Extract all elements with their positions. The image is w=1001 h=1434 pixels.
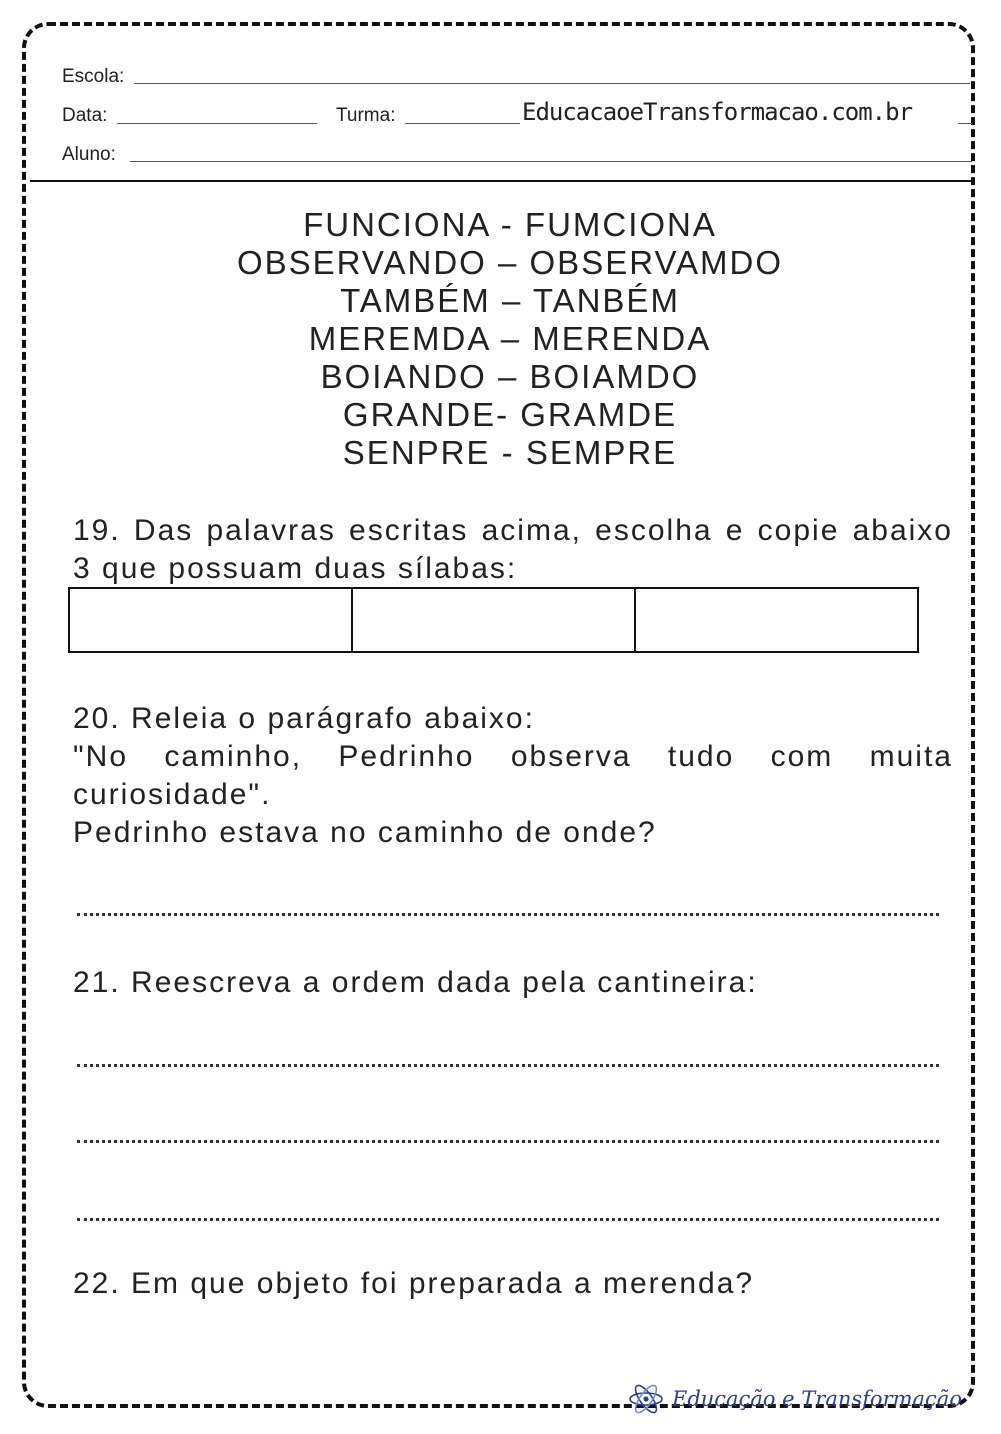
header-separator xyxy=(30,180,972,182)
class-label: Turma: xyxy=(336,105,396,126)
question-19-text: 19. Das palavras escritas acima, escolha e copie abaixo 3 que possuam duas sílabas: xyxy=(73,514,953,585)
class-field[interactable] xyxy=(405,123,520,124)
answer-boxes-19 xyxy=(68,587,919,653)
answer-line-20[interactable] xyxy=(77,913,939,916)
question-19 xyxy=(73,512,953,588)
question-21-text: 21. Reescreva a ordem dada pela cantineira: xyxy=(73,966,758,999)
word-pair: FUNCIONA - FUMCIONA xyxy=(303,206,717,243)
school-label: Escola: xyxy=(62,66,125,87)
question-20-quote: "No caminho, Pedrinho observa tudo com muita curiosidade". xyxy=(73,740,953,811)
word-pairs-list xyxy=(60,206,960,472)
question-20-intro: 20. Releia o parágrafo abaixo: xyxy=(73,702,535,735)
school-field[interactable] xyxy=(134,83,970,84)
answer-line-21[interactable] xyxy=(77,1064,939,1067)
student-field[interactable] xyxy=(130,161,972,162)
word-pair: TAMBÉM – TANBÉM xyxy=(340,282,680,319)
answer-line-21[interactable] xyxy=(77,1140,939,1143)
question-22 xyxy=(73,1265,953,1303)
footer-brand xyxy=(628,1384,962,1414)
word-pair: OBSERVANDO – OBSERVAMDO xyxy=(236,244,784,281)
answer-box[interactable] xyxy=(353,589,636,651)
word-pair: BOIANDO – BOIAMDO xyxy=(320,358,700,395)
word-pair: GRANDE- GRAMDE xyxy=(342,396,678,433)
question-20 xyxy=(73,700,953,852)
date-label: Data: xyxy=(62,105,108,126)
date-field[interactable] xyxy=(117,123,317,124)
answer-box[interactable] xyxy=(70,589,353,651)
question-21 xyxy=(73,964,953,1002)
word-pair: MEREMDA – MERENDA xyxy=(308,320,712,357)
question-22-text: 22. Em que objeto foi preparada a merenda? xyxy=(73,1267,755,1300)
word-pair: SENPRE - SEMPRE xyxy=(342,434,678,471)
website-url: EducacaoeTransformacao.com.br xyxy=(522,98,913,126)
answer-box[interactable] xyxy=(636,589,917,651)
student-label: Aluno: xyxy=(62,144,116,165)
answer-line-21[interactable] xyxy=(77,1218,939,1221)
question-20-question: Pedrinho estava no caminho de onde? xyxy=(73,816,657,849)
atom-logo-icon xyxy=(628,1384,664,1414)
class-field-end xyxy=(958,123,972,124)
footer-brand-text: Educação e Transformação xyxy=(672,1387,962,1411)
